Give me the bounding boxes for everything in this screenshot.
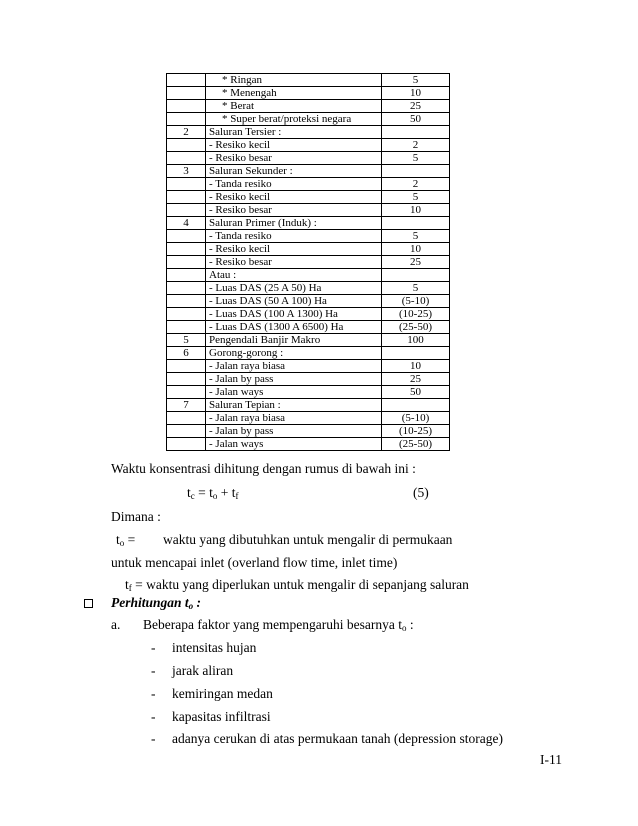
- row-category: - Jalan by pass: [206, 425, 382, 438]
- table-row: [167, 347, 450, 360]
- row-category: - Resiko besar: [206, 204, 382, 217]
- factor-item: jarak aliran: [172, 663, 234, 678]
- point-a-label: a.: [111, 617, 121, 632]
- table-row: [167, 295, 450, 308]
- row-value: 10: [382, 360, 450, 373]
- row-number: [167, 438, 206, 451]
- row-value: 10: [382, 204, 450, 217]
- checkbox-bullet-icon: [84, 599, 93, 608]
- row-category: - Jalan ways: [206, 438, 382, 451]
- factor-dash: -: [151, 663, 156, 678]
- row-category: - Resiko kecil: [206, 191, 382, 204]
- row-value: 25: [382, 373, 450, 386]
- intro-text: Waktu konsentrasi dihitung dengan rumus di bawah ini :: [111, 461, 416, 476]
- row-number: [167, 191, 206, 204]
- row-value: (5-10): [382, 412, 450, 425]
- section-title-sub: o: [188, 601, 194, 611]
- factor-item: adanya cerukan di atas permukaan tanah (depression storage): [172, 731, 503, 746]
- row-value: 2: [382, 139, 450, 152]
- table-row: [167, 113, 450, 126]
- table-row: [167, 191, 450, 204]
- row-category: - Jalan by pass: [206, 373, 382, 386]
- row-number: 2: [167, 126, 206, 139]
- table-row: [167, 100, 450, 113]
- tf-text: waktu yang diperlukan untuk mengalir di sepanjang saluran: [146, 577, 469, 592]
- row-number: [167, 269, 206, 282]
- to-symbol-sub: o: [119, 538, 125, 548]
- table-row: [167, 256, 450, 269]
- row-number: [167, 178, 206, 191]
- row-category: - Resiko besar: [206, 256, 382, 269]
- formula-lhs-sub: c: [190, 491, 195, 501]
- row-number: [167, 139, 206, 152]
- row-value: [382, 269, 450, 282]
- formula-lhs: t: [187, 485, 191, 500]
- row-category: * Super berat/proteksi negara: [206, 113, 382, 126]
- table-row: [167, 126, 450, 139]
- row-category: - Tanda resiko: [206, 178, 382, 191]
- table-row: [167, 360, 450, 373]
- row-number: [167, 425, 206, 438]
- section-colon: :: [193, 595, 202, 610]
- row-value: 100: [382, 334, 450, 347]
- point-a-text: [143, 617, 414, 636]
- row-value: (25-50): [382, 438, 450, 451]
- table-row: [167, 438, 450, 451]
- tf-eq: =: [131, 577, 147, 592]
- table-row: [167, 373, 450, 386]
- factor-dash: -: [151, 709, 156, 724]
- row-category: Atau :: [206, 269, 382, 282]
- table-row: [167, 87, 450, 100]
- factor-item: kemiringan medan: [172, 686, 273, 701]
- row-number: [167, 230, 206, 243]
- table-row: [167, 412, 450, 425]
- row-category: * Menengah: [206, 87, 382, 100]
- point-a-colon: :: [406, 617, 414, 632]
- row-category: - Luas DAS (1300 A 6500) Ha: [206, 321, 382, 334]
- row-number: [167, 256, 206, 269]
- row-value: 10: [382, 87, 450, 100]
- row-number: [167, 100, 206, 113]
- row-number: [167, 360, 206, 373]
- tf-definition: [125, 577, 469, 596]
- row-value: 10: [382, 243, 450, 256]
- table-row: [167, 74, 450, 87]
- table-row: [167, 139, 450, 152]
- point-a-sub: o: [402, 623, 407, 633]
- return-period-table: [166, 73, 450, 451]
- section-heading: [111, 595, 201, 614]
- row-category: Gorong-gorong :: [206, 347, 382, 360]
- row-category: Saluran Tepian :: [206, 399, 382, 412]
- formula-sub-f: f: [235, 491, 239, 501]
- table-row: [167, 308, 450, 321]
- row-value: 5: [382, 191, 450, 204]
- row-category: Saluran Primer (Induk) :: [206, 217, 382, 230]
- to-eq: =: [124, 532, 136, 547]
- row-category: - Resiko besar: [206, 152, 382, 165]
- to-definition: [116, 532, 135, 551]
- formula-plus: + t: [217, 485, 236, 500]
- row-value: 5: [382, 152, 450, 165]
- page-number: I-11: [540, 752, 562, 767]
- table-row: [167, 269, 450, 282]
- factor-item: intensitas hujan: [172, 640, 257, 655]
- row-value: 5: [382, 282, 450, 295]
- row-category: - Resiko kecil: [206, 139, 382, 152]
- row-value: 50: [382, 113, 450, 126]
- factor-dash: -: [151, 686, 156, 701]
- table-row: [167, 230, 450, 243]
- row-value: 25: [382, 256, 450, 269]
- tf-symbol: t: [125, 577, 129, 592]
- row-value: (25-50): [382, 321, 450, 334]
- row-category: - Jalan raya biasa: [206, 360, 382, 373]
- row-number: 4: [167, 217, 206, 230]
- table-row: [167, 165, 450, 178]
- row-number: [167, 74, 206, 87]
- formula-eq: = t: [194, 485, 213, 500]
- table-row: [167, 399, 450, 412]
- factor-dash: -: [151, 640, 156, 655]
- row-value: [382, 165, 450, 178]
- formula-number: (5): [413, 485, 429, 500]
- row-category: Saluran Sekunder :: [206, 165, 382, 178]
- table-row: [167, 282, 450, 295]
- row-value: 5: [382, 74, 450, 87]
- section-title: Perhitungan t: [111, 595, 189, 610]
- table-row: [167, 152, 450, 165]
- row-value: [382, 217, 450, 230]
- table-row: [167, 243, 450, 256]
- table-row: [167, 217, 450, 230]
- factor-dash: -: [151, 731, 156, 746]
- point-a-body: Beberapa faktor yang mempengaruhi besarnya t: [143, 617, 403, 632]
- row-category: - Resiko kecil: [206, 243, 382, 256]
- row-value: 2: [382, 178, 450, 191]
- row-number: [167, 412, 206, 425]
- row-number: [167, 282, 206, 295]
- row-value: [382, 347, 450, 360]
- table-row: [167, 334, 450, 347]
- row-category: * Berat: [206, 100, 382, 113]
- row-value: [382, 399, 450, 412]
- row-value: 25: [382, 100, 450, 113]
- table-body: [167, 74, 450, 451]
- to-symbol: t: [116, 532, 120, 547]
- row-category: Saluran Tersier :: [206, 126, 382, 139]
- row-number: 6: [167, 347, 206, 360]
- row-number: 3: [167, 165, 206, 178]
- row-number: [167, 152, 206, 165]
- tf-symbol-sub: f: [128, 583, 132, 593]
- row-category: - Jalan raya biasa: [206, 412, 382, 425]
- row-category: - Luas DAS (25 A 50) Ha: [206, 282, 382, 295]
- row-value: (10-25): [382, 308, 450, 321]
- row-number: 5: [167, 334, 206, 347]
- row-number: [167, 243, 206, 256]
- row-value: 50: [382, 386, 450, 399]
- table-row: [167, 425, 450, 438]
- row-number: 7: [167, 399, 206, 412]
- row-category: * Ringan: [206, 74, 382, 87]
- row-value: (5-10): [382, 295, 450, 308]
- row-value: (10-25): [382, 425, 450, 438]
- table-row: [167, 178, 450, 191]
- table-row: [167, 204, 450, 217]
- row-value: [382, 126, 450, 139]
- table-row: [167, 386, 450, 399]
- row-number: [167, 87, 206, 100]
- factor-item: kapasitas infiltrasi: [172, 709, 271, 724]
- row-number: [167, 373, 206, 386]
- to-definition-text: waktu yang dibutuhkan untuk mengalir di permukaan: [163, 532, 453, 547]
- row-number: [167, 113, 206, 126]
- to-definition-continued: untuk mencapai inlet (overland flow time, inlet time): [111, 555, 398, 570]
- row-number: [167, 308, 206, 321]
- row-value: 5: [382, 230, 450, 243]
- row-category: - Jalan ways: [206, 386, 382, 399]
- table-row: [167, 321, 450, 334]
- row-number: [167, 204, 206, 217]
- formula: [187, 485, 239, 504]
- row-number: [167, 295, 206, 308]
- dimana-label: Dimana :: [111, 509, 161, 524]
- row-number: [167, 321, 206, 334]
- row-category: - Luas DAS (100 A 1300) Ha: [206, 308, 382, 321]
- row-category: - Tanda resiko: [206, 230, 382, 243]
- row-number: [167, 386, 206, 399]
- formula-sub-o: o: [212, 491, 218, 501]
- row-category: Pengendali Banjir Makro: [206, 334, 382, 347]
- row-category: - Luas DAS (50 A 100) Ha: [206, 295, 382, 308]
